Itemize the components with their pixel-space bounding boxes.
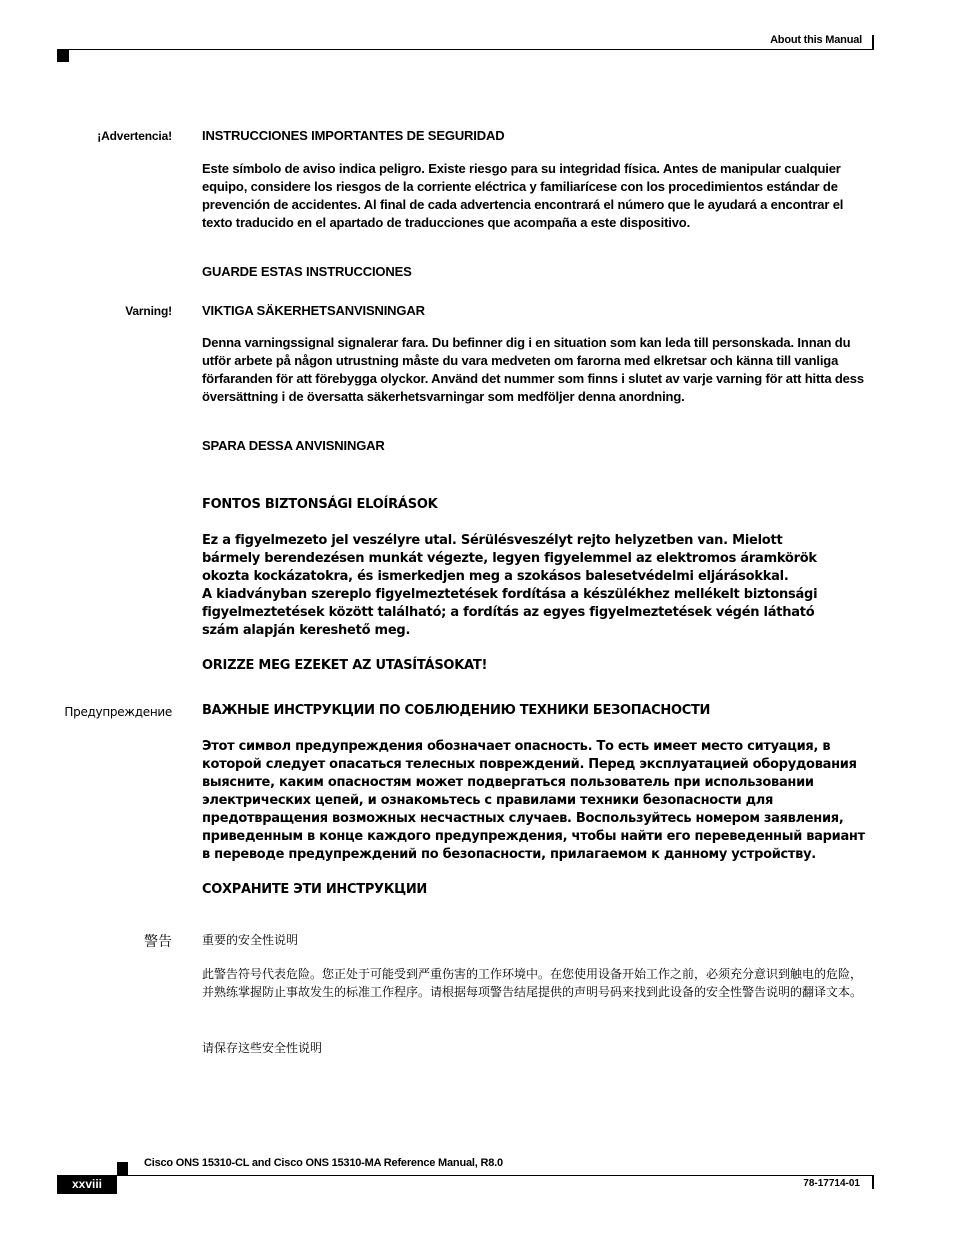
document-number: 78-17714-01 <box>803 1178 860 1189</box>
footer-tick-mark <box>872 1176 874 1189</box>
warning-label-swedish: Varning! <box>125 304 172 318</box>
header-rule <box>57 49 873 50</box>
header-tick-mark <box>872 35 874 50</box>
running-header-title: About this Manual <box>770 34 862 46</box>
warning-footer-russian: СОХРАНИТЕ ЭТИ ИНСТРУКЦИИ <box>202 882 428 897</box>
warning-body-hungarian <box>202 532 842 640</box>
warning-heading-hungarian: FONTOS BIZTONSÁGI ELOÍRÁSOK <box>202 497 438 512</box>
footer-corner-mark <box>117 1162 128 1175</box>
body-line: A kiadványban szereplo figyelmeztetések fordítása a készülékhez mellékelt biztonsági <box>202 587 818 602</box>
warning-body-russian: Этот символ предупреждения обозначает опасность. То есть имеет место ситуация, в которой следует опасаться телесных повреждений. Перед эксплуатацией оборудования выясните, каким опасностям может подвергаться пользователь при использовании электрических цепей, и ознакомьтесь с правилами техники безопасности для предотвращения возможных несчастных случаев. Воспользуйтесь номером заявления, приведенным в конце каждого предупреждения, чтобы найти его переведенный вариант в переводе предупреждений по безопасности, прилагаемом к данному устройству. <box>202 739 865 862</box>
warning-footer-hungarian: ORIZZE MEG EZEKET AZ UTASÍTÁSOKAT! <box>202 658 488 673</box>
body-line: okozta kockázatokra, és ismerkedjen meg a szokásos balesetvédelmi eljárásokkal. <box>202 569 789 584</box>
warning-body-swedish: Denna varningssignal signalerar fara. Du befinner dig i en situation som kan leda till personskada. Innan du utför arbete på någon utrustning måste du vara medveten om farorna med elkretsar och känna till vanliga förfaranden för att förebygga olyckor. Använd det nummer som finns i slutet av varje varning för att hitta dess översättning i de översatta säkerhetsvarningar som medföljer denna anordning. <box>202 335 864 404</box>
warning-heading-chinese: 重要的安全性说明 <box>202 933 299 947</box>
warning-heading-spanish: INSTRUCCIONES IMPORTANTES DE SEGURIDAD <box>202 128 505 143</box>
body-line: szám alapján kereshető meg. <box>202 623 411 638</box>
page-number: xxviii <box>57 1175 117 1194</box>
warning-footer-chinese: 请保存这些安全性说明 <box>202 1041 323 1055</box>
warning-body-spanish: Este símbolo de aviso indica peligro. Existe riesgo para su integridad física. Antes de manipular cualquier equipo, considere los riesgos de la corriente eléctrica y familiarícese con los procedimientos estándar de prevención de accidentes. Al final de cada advertencia encontrará el número que le ayudará a encontrar el texto traducido en el apartado de traducciones que acompaña a este dispositivo. <box>202 161 844 230</box>
warning-label-spanish: ¡Advertencia! <box>97 129 172 143</box>
warning-body-chinese: 此警告符号代表危险。您正处于可能受到严重伤害的工作环境中。在您使用设备开始工作之前，必须充分意识到触电的危险，并熟练掌握防止事故发生的标准工作程序。请根据每项警告结尾提供的声明号码来找到此设备的安全性警告说明的翻译文本。 <box>202 967 863 999</box>
body-line: figyelmeztetések között található; a fordítás az egyes figyelmeztetések végén látható <box>202 605 815 620</box>
body-line: Ez a figyelmezeto jel veszélyre utal. Sérülésveszélyt rejto helyzetben van. Mielott <box>202 533 783 548</box>
warning-heading-swedish: VIKTIGA SÄKERHETSANVISNINGAR <box>202 303 425 318</box>
warning-label-russian: Предупреждение <box>64 705 172 719</box>
footer-rule <box>117 1175 874 1176</box>
footer-manual-title: Cisco ONS 15310-CL and Cisco ONS 15310-MA Reference Manual, R8.0 <box>144 1157 503 1169</box>
warning-heading-russian: ВАЖНЫЕ ИНСТРУКЦИИ ПО СОБЛЮДЕНИЮ ТЕХНИКИ БЕЗОПАСНОСТИ <box>202 703 711 718</box>
warning-footer-swedish: SPARA DESSA ANVISNINGAR <box>202 438 385 453</box>
body-line: bármely berendezésen munkát végezte, legyen figyelemmel az elektromos áramkörök <box>202 551 817 566</box>
warning-label-chinese: 警告 <box>144 934 172 950</box>
header-corner-mark <box>57 50 69 62</box>
warning-footer-spanish: GUARDE ESTAS INSTRUCCIONES <box>202 264 412 279</box>
